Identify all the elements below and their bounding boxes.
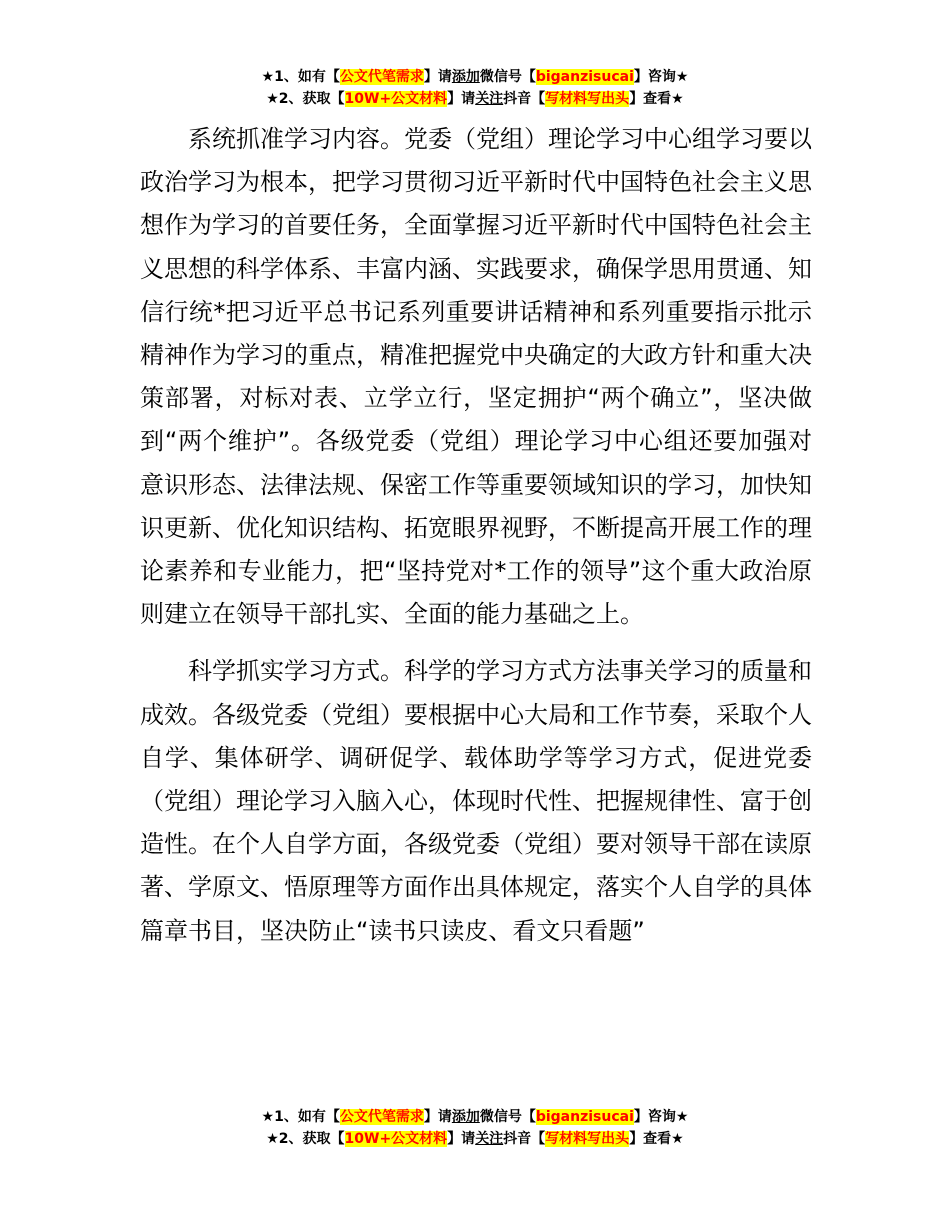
paragraph-study-method: 科学抓实学习方式。科学的学习方式方法事关学习的质量和成效。各级党委（党组）要根据中心大局和工作节奏，采取个人自学、集体研学、调研促学、载体助学等学习方式，促进党委（党组）理论学习入脑入心，体现时代性、把握规律性、富于创造性。在个人自学方面，各级党委（党组）要对领导干部在读原著、学原文、悟原理等方面作出具体规定，落实个人自学的具体篇章书目，坚决防止“读书只读皮、看文只看题” [140, 657, 812, 945]
footer-underline-follow: 关注 [475, 1131, 504, 1147]
banner-line-1-text: 】请 [423, 69, 452, 85]
header-promo-banner [0, 66, 950, 110]
footer-banner-line-1 [0, 1106, 950, 1128]
footer-highlight-materials: 10W+公文材料 [344, 1131, 448, 1147]
footer-line-2-prefix: ★2、获取【 [266, 1131, 345, 1147]
paragraph-study-content: 系统抓准学习内容。党委（党组）理论学习中心组学习要以政治学习为根本，把学习贯彻习近平新时代中国特色社会主义思想作为学习的首要任务，全面掌握习近平新时代中国特色社会主义思想的科学体系、丰富内涵、实践要求，确保学思用贯通、知信行统*把习近平总书记系列重要讲话精神和系列重要指示批示精神作为学习的重点，精准把握党中央确定的大政方针和重大决策部署，对标对表、立学立行，坚定拥护“两个确立”，坚决做到“两个维护”。各级党委（党组）理论学习中心组还要加强对意识形态、法律法规、保密工作等重要领域知识的学习，加快知识更新、优化知识结构、拓宽眼界视野，不断提高开展工作的理论素养和专业能力，把“坚持党对*工作的领导”这个重大政治原则建立在领导干部扎实、全面的能力基础之上。 [140, 125, 812, 629]
banner-highlight-douyin-account: 写材料写出头 [545, 91, 630, 107]
footer-highlight-wechat-id: biganzisucai [535, 1109, 634, 1125]
banner-line-1-suffix: 】咨询★ [633, 69, 689, 85]
footer-line-2-suffix: 】查看★ [629, 1131, 684, 1147]
banner-underline-add: 添加 [451, 69, 480, 85]
footer-line-2-text-2: 抖音【 [503, 1131, 546, 1147]
banner-line-2-suffix: 】查看★ [629, 91, 684, 107]
banner-line-2-text-2: 抖音【 [503, 91, 546, 107]
banner-line-1-prefix: ★1、如有【 [261, 69, 340, 85]
banner-line-2-text: 】请 [447, 91, 476, 107]
footer-highlight-douyin-account: 写材料写出头 [545, 1131, 630, 1147]
banner-line-2 [0, 88, 950, 110]
footer-line-1-prefix: ★1、如有【 [261, 1109, 340, 1125]
banner-highlight-service: 公文代笔需求 [339, 69, 424, 85]
footer-line-1-suffix: 】咨询★ [633, 1109, 689, 1125]
footer-line-2-text: 】请 [447, 1131, 476, 1147]
banner-line-1 [0, 66, 950, 88]
banner-line-1-text-2: 微信号【 [479, 69, 536, 85]
footer-banner-line-2 [0, 1128, 950, 1150]
footer-underline-add: 添加 [451, 1109, 480, 1125]
banner-highlight-materials: 10W+公文材料 [344, 91, 448, 107]
banner-underline-follow: 关注 [475, 91, 504, 107]
footer-line-1-text-2: 微信号【 [479, 1109, 536, 1125]
banner-highlight-wechat-id: biganzisucai [535, 69, 634, 85]
footer-line-1-text: 】请 [423, 1109, 452, 1125]
footer-promo-banner [0, 1106, 950, 1150]
document-body [140, 118, 812, 953]
banner-line-2-prefix: ★2、获取【 [266, 91, 345, 107]
footer-highlight-service: 公文代笔需求 [339, 1109, 424, 1125]
